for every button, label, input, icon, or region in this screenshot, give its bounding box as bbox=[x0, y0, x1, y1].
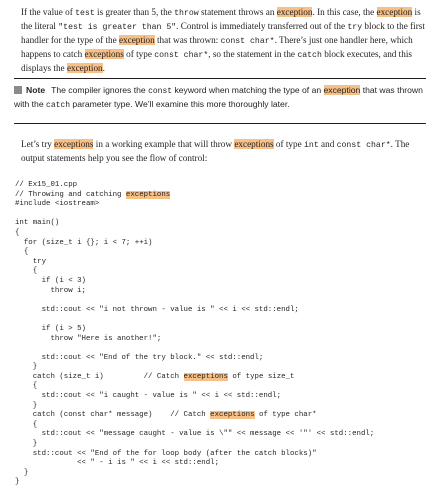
search-highlight: exception bbox=[276, 7, 313, 17]
text: of type bbox=[273, 139, 304, 149]
text: is the literal bbox=[21, 7, 421, 31]
text: parameter type. We’ll examine this more thoroughly later. bbox=[70, 99, 290, 109]
code-inline: test bbox=[75, 9, 95, 18]
code-inline: throw bbox=[174, 9, 199, 18]
text: Let’s try bbox=[21, 139, 55, 149]
code-inline: catch bbox=[297, 51, 322, 60]
code-text: of type char* { std::cout << "message caught - value is \"" << message << '"' << std::endl; } std::cout << "End of the for loop body (after the catch blocks)" << " - i is " << i << std::endl; } } bbox=[15, 411, 375, 487]
text: , so the statement in the bbox=[208, 49, 298, 59]
code-inline: const char* bbox=[154, 51, 209, 60]
search-highlight: exception bbox=[376, 7, 413, 17]
code-inline: const char* bbox=[220, 37, 275, 46]
text: that was thrown: bbox=[154, 35, 221, 45]
code-text: // Ex15_01.cpp // Throwing and catching bbox=[15, 181, 122, 199]
search-highlight: exceptions bbox=[54, 139, 94, 149]
code-inline: const char* bbox=[336, 141, 391, 150]
search-highlight: exception bbox=[66, 63, 103, 73]
code-inline: const bbox=[148, 87, 173, 96]
search-highlight: exceptions bbox=[84, 49, 124, 59]
text: block to the first handler for the type of the bbox=[21, 21, 425, 45]
code-text: of type size_t { std::cout << "i caught - value is " << i << std::endl; } catch (const char* message) // Catch bbox=[32, 372, 295, 420]
paragraph-working-example bbox=[21, 138, 426, 164]
search-highlight: exceptions bbox=[210, 411, 255, 420]
search-highlight: exceptions bbox=[125, 190, 171, 199]
search-highlight: exception bbox=[118, 35, 155, 45]
note-bottom-rule bbox=[14, 123, 426, 124]
text: of type bbox=[123, 49, 155, 59]
paragraph-exception-explanation bbox=[21, 6, 426, 74]
text: . Control is immediately transferred out of the bbox=[176, 21, 348, 31]
code-listing bbox=[15, 181, 430, 488]
text: . The output statements help you see the flow of control: bbox=[21, 139, 410, 163]
code-inline: try bbox=[347, 23, 363, 32]
text: If the value of bbox=[21, 7, 76, 17]
text: is greater than 5, the bbox=[94, 7, 175, 17]
search-highlight: exception bbox=[323, 85, 361, 95]
text: keyword when matching the type of an bbox=[172, 85, 324, 95]
text: that was thrown with the bbox=[14, 85, 423, 109]
note-square-icon bbox=[14, 86, 22, 94]
text: . bbox=[102, 63, 105, 73]
note-label: Note bbox=[26, 85, 46, 95]
note-callout bbox=[14, 84, 426, 112]
text: . There’s just one handler here, which happens to catch bbox=[21, 35, 413, 59]
note-top-rule bbox=[14, 78, 426, 79]
text: The compiler ignores the bbox=[51, 85, 149, 95]
search-highlight: exceptions bbox=[183, 372, 228, 381]
code-text: #include <iostream> int main() { for (size_t i {}; i < 7; ++i) { try { if (i < 3) throw i; std::cout << "i not thrown - value is " << i << std::endl; if (i > 5) throw "Here is another!"; std::cout << "End of the try block." << std::endl; } catch (size_t i) // Catch bbox=[15, 200, 299, 381]
text: . In this case, the bbox=[312, 7, 377, 17]
text: statement throws an bbox=[198, 7, 277, 17]
text: and bbox=[318, 139, 337, 149]
code-inline: "test is greater than 5" bbox=[58, 23, 177, 32]
code-inline: catch bbox=[46, 101, 71, 110]
text: block executes, and this displays the bbox=[21, 49, 412, 73]
search-highlight: exceptions bbox=[234, 139, 274, 149]
code-inline: int bbox=[304, 141, 319, 150]
text: in a working example that will throw bbox=[93, 139, 235, 149]
